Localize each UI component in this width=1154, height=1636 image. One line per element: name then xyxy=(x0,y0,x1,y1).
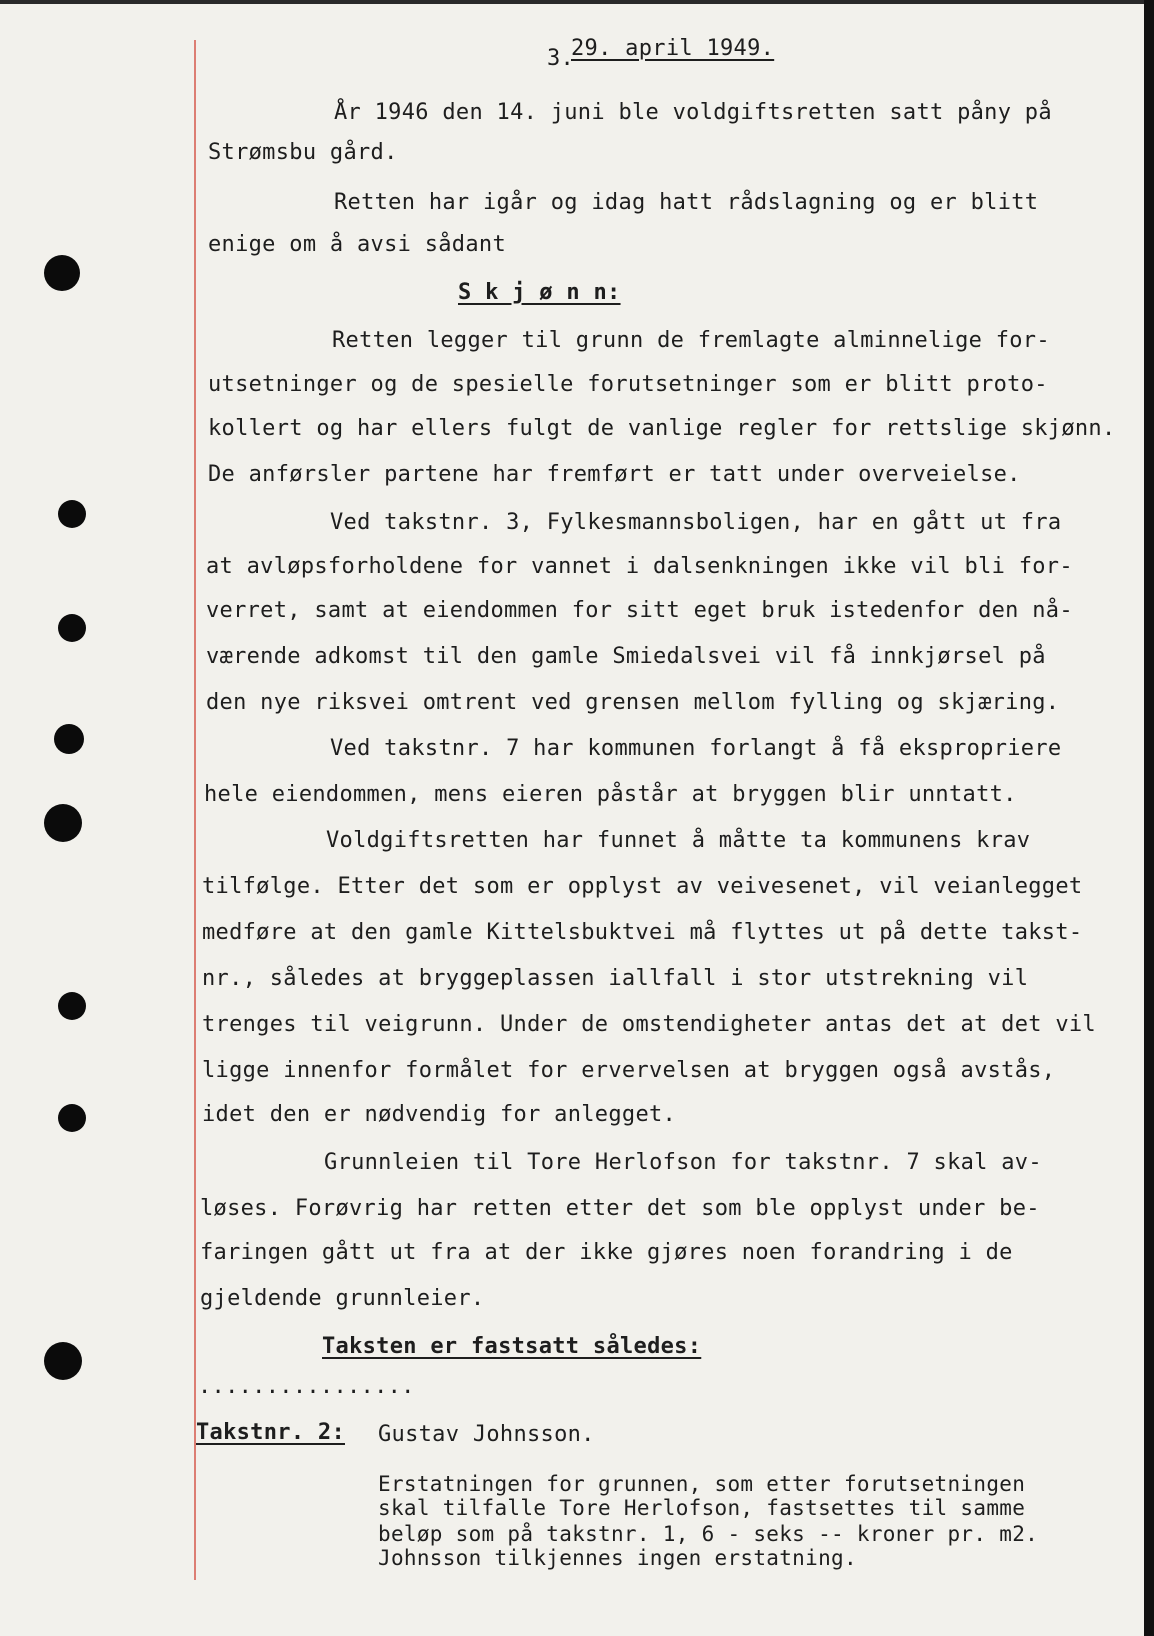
text-line: hele eiendommen, mens eieren påstår at bryggen blir unntatt. xyxy=(204,782,1017,807)
text-line: værende adkomst til den gamle Smiedalsvei vil få innkjørsel på xyxy=(206,644,1046,669)
page-number: 3. xyxy=(547,46,575,71)
punch-hole xyxy=(58,500,86,528)
text-line: Strømsbu gård. xyxy=(208,140,398,165)
text-line: løses. Forøvrig har retten etter det som ble opplyst under be- xyxy=(200,1196,1040,1221)
text-line: nr., således at bryggeplassen iallfall i stor utstrekning vil xyxy=(202,966,1029,991)
section-heading: Taksten er fastsatt således: xyxy=(322,1334,702,1359)
text-line: Ved takstnr. 7 har kommunen forlangt å få ekspropriere xyxy=(330,736,1062,761)
punch-hole xyxy=(44,804,82,842)
text-line: Voldgiftsretten har funnet å måtte ta kommunens krav xyxy=(326,828,1031,853)
text-line: År 1946 den 14. juni ble voldgiftsretten satt påny på xyxy=(334,100,1052,125)
text-line: verret, samt at eiendommen for sitt eget bruk istedenfor den nå- xyxy=(206,598,1073,623)
margin-line xyxy=(194,40,196,1580)
text-line: faringen gått ut fra at der ikke gjøres noen forandring i de xyxy=(200,1240,1013,1265)
text-line: den nye riksvei omtrent ved grensen mellom fylling og skjæring. xyxy=(206,690,1060,715)
text-line: gjeldende grunnleier. xyxy=(200,1286,485,1311)
section-heading: S k j ø n n: xyxy=(458,280,621,305)
dotted-separator: ................ xyxy=(198,1374,415,1399)
text-line: Erstatningen for grunnen, som etter forutsetningen xyxy=(378,1472,1026,1496)
punch-hole xyxy=(44,255,80,291)
text-line: De anførsler partene har fremført er tatt under overveielse. xyxy=(208,462,1021,487)
text-line: Johnsson tilkjennes ingen erstatning. xyxy=(378,1546,857,1570)
text-line: Ved takstnr. 3, Fylkesmannsboligen, har en gått ut fra xyxy=(330,510,1062,535)
punch-hole xyxy=(44,1342,82,1380)
text-line: skal tilfalle Tore Herlofson, fastsettes til samme xyxy=(378,1496,1026,1520)
text-line: trenges til veigrunn. Under de omstendigheter antas det at det vil xyxy=(202,1012,1096,1037)
text-line: kollert og har ellers fulgt de vanlige regler for rettslige skjønn. xyxy=(208,416,1116,441)
text-line: Grunnleien til Tore Herlofson for takstnr. 7 skal av- xyxy=(324,1150,1042,1175)
text-line: beløp som på takstnr. 1, 6 - seks -- kroner pr. m2. xyxy=(378,1522,1039,1546)
text-line: Retten har igår og idag hatt rådslagning og er blitt xyxy=(334,190,1039,215)
text-line: at avløpsforholdene for vannet i dalsenkningen ikke vil bli for- xyxy=(206,554,1073,579)
punch-hole xyxy=(54,724,84,754)
text-line: enige om å avsi sådant xyxy=(208,232,506,257)
scan-edge-right xyxy=(1144,0,1154,1636)
text-line: idet den er nødvendig for anlegget. xyxy=(202,1102,677,1127)
text-line: utsetninger og de spesielle forutsetninger som er blitt proto- xyxy=(208,372,1048,397)
text-line: Retten legger til grunn de fremlagte alminnelige for- xyxy=(332,328,1050,353)
takst-label: Takstnr. 2: xyxy=(196,1420,345,1445)
text-line: Gustav Johnsson. xyxy=(378,1422,595,1447)
punch-hole xyxy=(58,1104,86,1132)
text-line: medføre at den gamle Kittelsbuktvei må flyttes ut på dette takst- xyxy=(202,920,1083,945)
text-line: tilfølge. Etter det som er opplyst av veivesenet, vil veianlegget xyxy=(202,874,1083,899)
document-date: 29. april 1949. xyxy=(571,36,775,61)
punch-hole xyxy=(58,614,86,642)
punch-hole xyxy=(58,992,86,1020)
text-line: ligge innenfor formålet for ervervelsen at bryggen også avstås, xyxy=(202,1058,1056,1083)
scan-edge-top xyxy=(0,0,1154,4)
